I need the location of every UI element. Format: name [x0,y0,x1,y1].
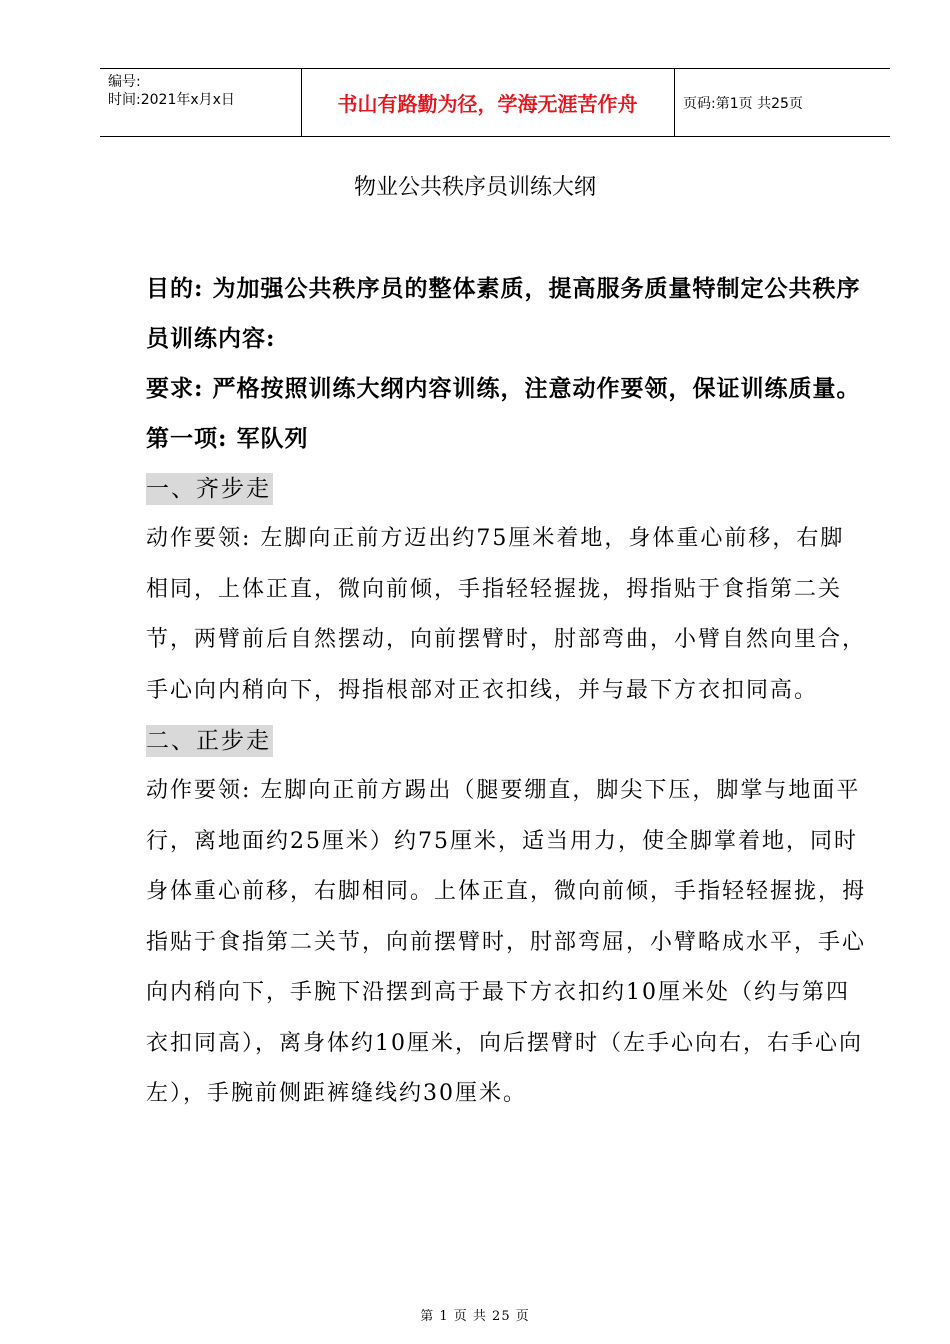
header-meta [100,69,302,136]
document-title: 物业公共秩序员训练大纲 [353,175,596,200]
number-label: 编号: [108,74,141,90]
page-header [100,68,890,137]
section-text: 动作要领: 左脚向正前方踢出（腿要绷直，脚尖下压，脚掌与地面平行，离地面约25厘米）约75厘米，适当用力，使全脚掌着地，同时身体重心前移，右脚相同。上体正直，微向前倾，手指轻轻握拢，拇指贴于食指第二关节，向前摆臂时，肘部弯屈，小臂略成水平，手心向内稍向下，手腕下沿摆到高于最下方衣扣约10厘米处（约与第四衣扣同高），离身体约10厘米，向后摆臂时（左手心向右，右手心向左），手腕前侧距裤缝线约30厘米。 [146,778,867,1106]
page-footer: 第 1 页 共 25 页 [420,1309,530,1324]
item-heading: 第一项: 军队列 [146,425,309,452]
document-body [146,264,866,1120]
section-text: 动作要领: 左脚向正前方迈出约75厘米着地，身体重心前移，右脚相同，上体正直，微向前倾，手指轻轻握拢，拇指贴于食指第二关节，两臂前后自然摆动，向前摆臂时，肘部弯曲，小臂自然向里合，手心向内稍向下，拇指根部对正衣扣线，并与最下方衣扣同高。 [146,526,867,703]
purpose-paragraph: 目的: 为加强公共秩序员的整体素质，提高服务质量特制定公共秩序员训练内容: [146,275,861,352]
section-heading: 二、正步走 [146,725,273,757]
section-heading-row [146,464,866,514]
section-heading: 一、齐步走 [146,473,273,505]
section-heading-row [146,716,866,766]
header-motto: 书山有路勤为径，学海无涯苦作舟 [301,69,675,136]
header-page-info [675,69,890,136]
page-info-text: 页码:第1页 共25页 [683,95,803,112]
requirement-paragraph: 要求: 严格按照训练大纲内容训练，注意动作要领，保证训练质量。 [146,375,861,402]
date-line: 时间:2021年x月x日 [108,92,235,108]
